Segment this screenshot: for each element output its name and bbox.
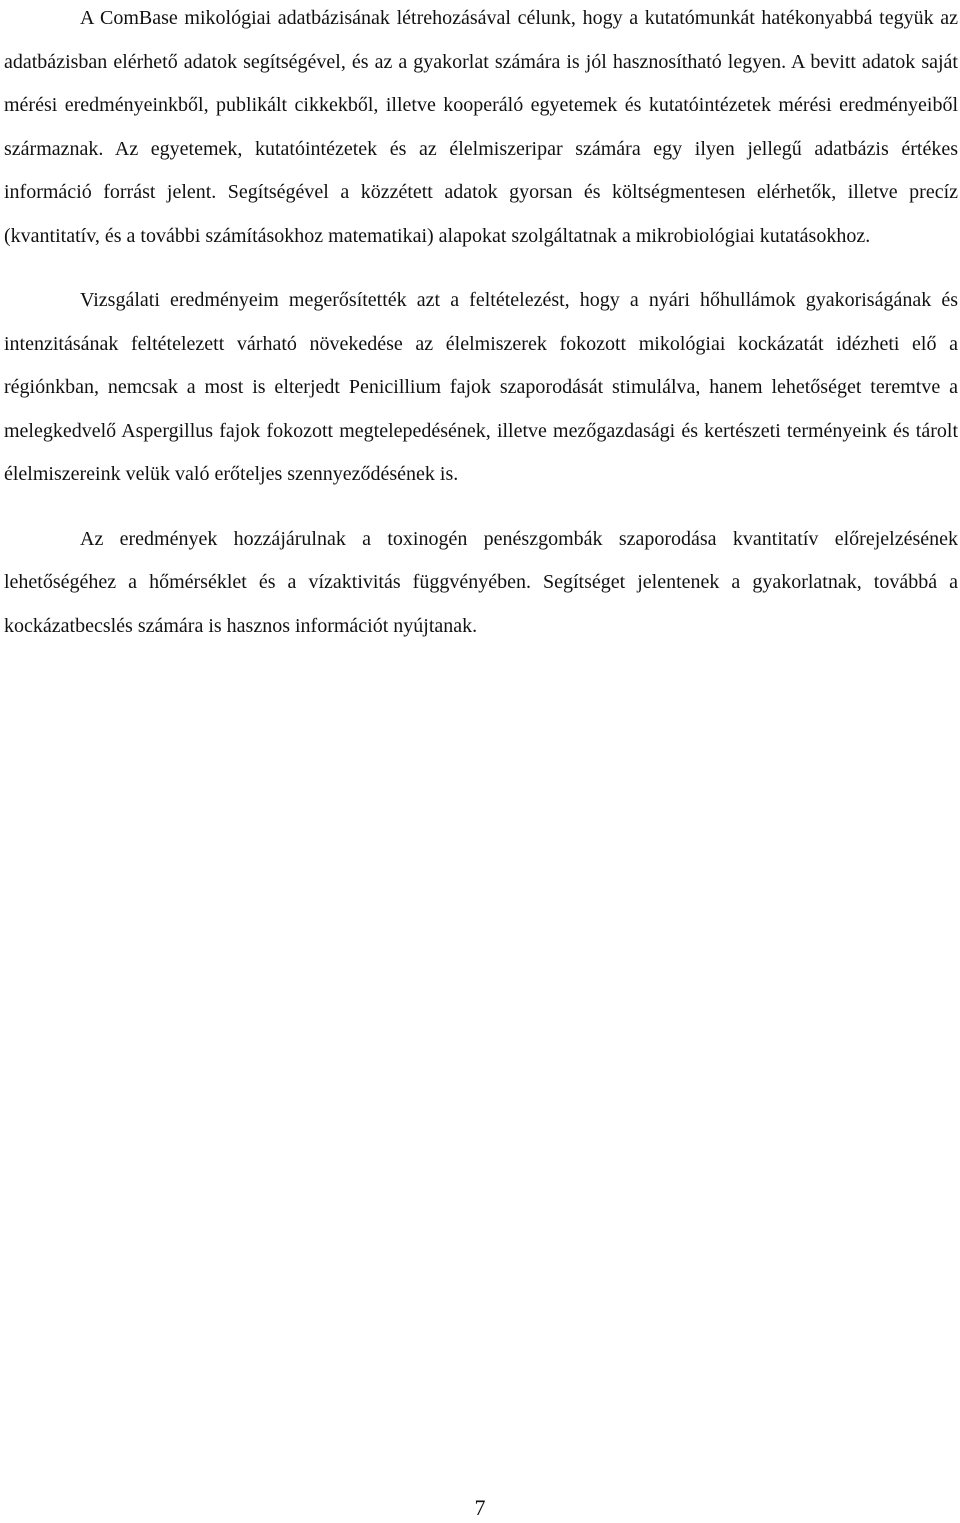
body-text <box>4 0 958 648</box>
paragraph-heatwave-results: Vizsgálati eredményeim megerősítették azt a feltételezést, hogy a nyári hőhullámok gyakoriságának és intenzitásának feltételezett várható növekedése az élelmiszerek fokozott mikológiai kockázatát idézheti elő a régiónkban, nemcsak a most is elterjedt Penicillium fajok szaporodását stimulálva, hanem lehetőséget teremtve a melegkedvelő Aspergillus fajok fokozott megtelepedésének, illetve mezőgazdasági és kertészeti terményeink és tárolt élelmiszereink velük való erőteljes szennyeződésének is. <box>4 289 958 485</box>
page-number: 7 <box>474 1495 486 1520</box>
paragraph-conclusions: Az eredmények hozzájárulnak a toxinogén penészgombák szaporodása kvantitatív előrejelzésének lehetőségéhez a hőmérséklet és a vízaktivitás függvényében. Segítséget jelentenek a gyakorlatnak, továbbá a kockázatbecslés számára is hasznos információt nyújtanak. <box>4 527 958 637</box>
paragraph-combase-database: A ComBase mikológiai adatbázisának létrehozásával célunk, hogy a kutatómunkát hatékonyabbá tegyük az adatbázisban elérhető adatok segítségével, és az a gyakorlat számára is jól hasznosítható legyen. A bevitt adatok saját mérési eredményeinkből, publikált cikkekből, illetve kooperáló egyetemek és kutatóintézetek mérési eredményeiből származnak. Az egyetemek, kutatóintézetek és az élelmiszeripar számára egy ilyen jellegű adatbázis értékes információ forrást jelent. Segítségével a közzétett adatok gyorsan és költségmentesen elérhetők, illetve precíz (kvantitatív, és a további számításokhoz matematikai) alapokat szolgáltatnak a mikrobiológiai kutatásokhoz. <box>4 7 958 247</box>
